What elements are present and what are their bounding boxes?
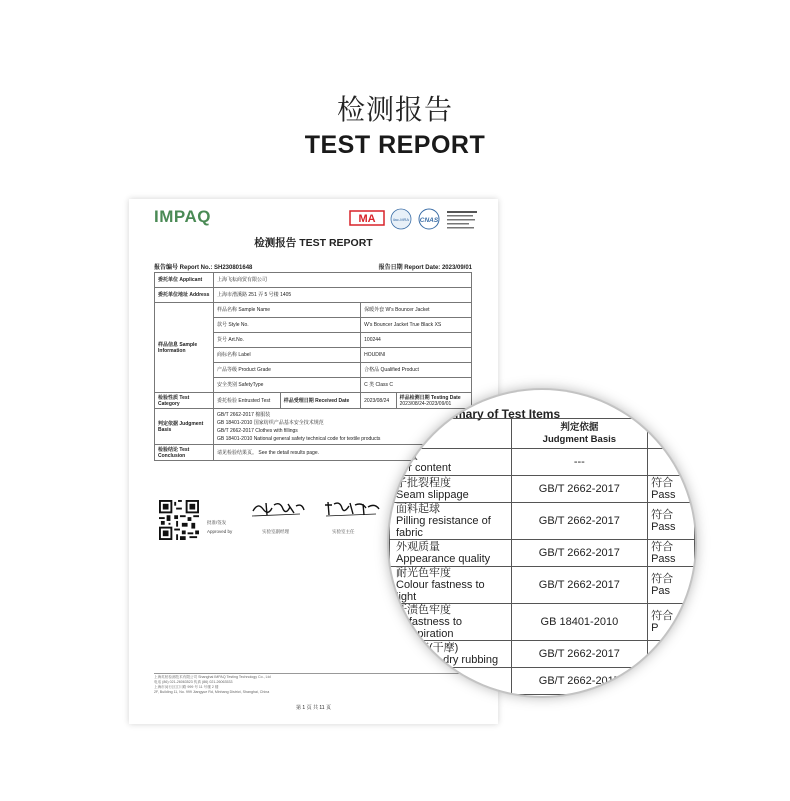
table-row	[390, 419, 695, 449]
sample-name-value: 保暖外套 W's Bouncer Jacket	[361, 303, 472, 318]
table-row: 色牢度(干摩) stness to dry rubbing GB/T 2662-2017	[390, 641, 695, 668]
page-title-cn: 检测报告	[336, 93, 453, 126]
signature-2-icon	[322, 499, 382, 519]
basis-header	[511, 419, 647, 449]
signature-1-caption: 实验室副经理	[262, 529, 289, 534]
brand-value: HOUDINI	[361, 348, 472, 363]
footer-line: 2F, Building 11, No. 999 Jiangyue Rd, Minhang District, Shanghai, China	[154, 690, 270, 694]
conclusion-label: 检验结论 Test Conclusion	[155, 445, 214, 461]
qr-code-icon[interactable]	[159, 500, 199, 540]
impaq-logo: IMPAQ	[154, 207, 211, 226]
signature-2-caption: 实验室主任	[332, 529, 355, 534]
table-row	[155, 288, 472, 303]
header-cell	[390, 419, 512, 449]
received-date-label: 样品受理日期 Received Date	[280, 393, 360, 409]
basis-header-en: Judgment Basis	[542, 433, 617, 445]
cma-logo-icon	[350, 211, 384, 225]
basis-line: GB 18401-2010 国家纺织产品基本安全技术规范	[217, 419, 324, 426]
page-title-en: TEST REPORT	[304, 131, 486, 159]
safety-label: 安全类别 SafetyType	[214, 378, 361, 393]
report-date: 报告日期 Report Date: 2023/09/01	[378, 265, 472, 271]
approved-by-label-cn: 批准/签发	[207, 520, 227, 525]
art-value: 100244	[361, 333, 472, 348]
entrusted-test: 委托检验 Entrusted Test	[214, 393, 281, 409]
table-row: 含量 ber content ---	[390, 449, 695, 476]
svg-text:CNAS: CNAS	[419, 217, 439, 224]
footer-line: 上海英柏检测技术有限公司 Shanghai IMPAQ Testing Technology Co., Ltd	[154, 675, 271, 679]
category-label: 检验性质 Test Category	[155, 393, 214, 409]
table-row	[155, 303, 472, 318]
basis-line: GB/T 2662-2017 Clothes with fillings	[217, 427, 298, 434]
testing-date-value: 2023/08/24-2023/09/01	[399, 400, 452, 407]
basis-header-cn: 判定依据	[560, 421, 599, 433]
accreditation-text-icon	[447, 211, 477, 229]
table-row: 子批裂程度 Seam slippage GB/T 2662-2017 符合 Pass	[390, 476, 695, 503]
table-row: 外观质量 Appearance quality GB/T 2662-2017 符合 Pass	[390, 540, 695, 567]
footer-line: 电话 (86) 021-26063523 传真 (86) 021-26063533	[154, 680, 233, 684]
grade-label: 产品等级 Product Grade	[214, 363, 361, 378]
basis-line: GB 18401-2010 National general safety technical code for textile products	[217, 435, 381, 442]
svg-text:ilac-MRA: ilac-MRA	[392, 217, 410, 222]
summary-table	[389, 418, 695, 695]
table-row: GB/T 2662-2017	[390, 668, 695, 695]
table-row	[155, 273, 472, 288]
signature-1-icon	[250, 499, 306, 519]
table-row: 面料起球 Pilling resistance of fabric GB/T 2662-2017 符合 Pass	[390, 503, 695, 540]
sample-info-label: 样品信息 Sample Information	[155, 303, 214, 393]
applicant-value: 上海飞耘商贸有限公司	[214, 273, 472, 288]
safety-value: C 类 Class C	[361, 378, 472, 393]
certification-logos	[349, 207, 494, 233]
applicant-label: 委托单位 Applicant	[155, 273, 214, 288]
footer-address	[154, 675, 271, 695]
svg-text:MA: MA	[358, 213, 376, 225]
report-number: 报告编号 Report No.: SH230801648	[154, 265, 253, 271]
table-row: 汗渍色牢度 ur fastness to perspiration GB 18401-2010 符合 P	[390, 604, 695, 641]
approved-by-label-en: Approved by	[207, 529, 233, 534]
report-title: 检测报告 TEST REPORT	[254, 237, 373, 249]
sample-name-label: 样品名称 Sample Name	[214, 303, 361, 318]
testing-date-label: 样品检测日期 Testing Date	[399, 394, 461, 401]
style-value: W's Bouncer Jacket True Black XS	[361, 318, 472, 333]
address-label: 委托单位地址 Address	[155, 288, 214, 303]
art-label: 货号 Art.No.	[214, 333, 361, 348]
received-date-value: 2023/08/24	[361, 393, 396, 409]
brand-label: 商标名称 Label	[214, 348, 361, 363]
page-number: 第 1 页 共 11 页	[296, 705, 331, 711]
basis-line: GB/T 2662-2017 棉服装	[217, 411, 271, 418]
ilac-mra-logo-icon	[391, 209, 411, 229]
grade-value: 合格品 Qualified Product	[361, 363, 472, 378]
judgment-basis-label: 判定依据 Judgment Basis	[155, 409, 214, 445]
conclusion-value: 请见检验结果页。 See the detail results page.	[214, 445, 472, 461]
magnifier-lens	[389, 390, 695, 696]
cnas-logo-icon	[419, 209, 439, 229]
address-value: 上海市漕溪路 251 弄 5 号楼 1405	[214, 288, 472, 303]
summary-title: Summary of Test Items	[429, 407, 561, 421]
table-row: 耐光色牢度 Colour fastness to light GB/T 2662-2017 符合 Pas	[390, 567, 695, 604]
footer-line: 上海市闵行区江川路 999 号 11 号楼 2 楼	[154, 685, 219, 689]
header-cell	[648, 419, 695, 449]
style-label: 款号 Style No.	[214, 318, 361, 333]
